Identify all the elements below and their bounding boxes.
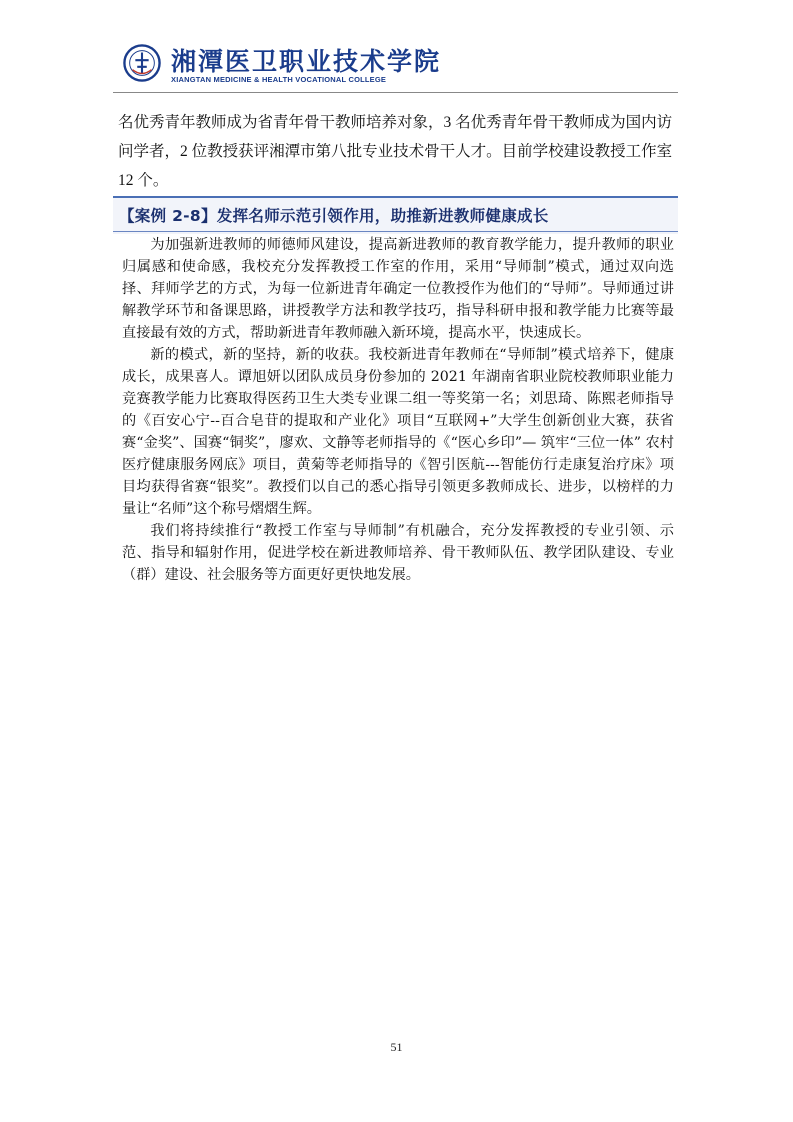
school-emblem-icon <box>123 44 161 82</box>
case-body <box>122 234 674 586</box>
case-paragraph-1: 为加强新进教师的师德师风建设，提高新进教师的教育教学能力，提升教师的职业归属感和使命感，我校充分发挥教授工作室的作用，采用“导师制”模式，通过双向选择、拜师学艺的方式，为每一位新进青年确定一位教授作为他们的“导师”。导师通过讲解教学环节和备课思路，讲授教学方法和教学技巧，指导科研申报和教学能力比赛等最直接最有效的方式，帮助新进青年教师融入新环境，提高水平，快速成长。 <box>122 237 674 341</box>
header-divider <box>113 92 678 93</box>
intro-paragraph: 名优秀青年教师成为省青年骨干教师培养对象，3 名优秀青年骨干教师成为国内访问学者，2 位教授获评湘潭市第八批专业技术骨干人才。目前学校建设教授工作室 12 个。 <box>118 114 673 189</box>
page-number: 51 <box>390 1040 403 1054</box>
school-name: 湘潭医卫职业技术学院 <box>171 47 442 76</box>
school-name-en: XIANGTAN MEDICINE & HEALTH VOCATIONAL COLLEGE <box>171 75 387 84</box>
case-title-box <box>113 196 678 234</box>
case-paragraph-2: 新的模式，新的坚持，新的收获。我校新进青年教师在“导师制”模式培养下，健康成长，成果喜人。谭旭妍以团队成员身份参加的 2021 年湖南省职业院校教师职业能力竞赛教学能力比赛取得医药卫生大类专业课二组一等奖第一名；刘思琦、陈熙老师指导的《百安心宁--百合皂苷的提取和产业化》项目“互联网+”大学生创新创业大赛，获省赛“金奖”、国赛“铜奖”，廖欢、文静等老师指导的《“医心乡印”— 筑牢“三位一体” 农村医疗健康服务网底》项目，黄菊等老师指导的《智引医航---智能仿行走康复治疗床》项目均获得省赛“银奖”。教授们以自己的悉心指导引领更多教师成长、进步，以榜样的力量让“名师”这个称号熠熠生辉。 <box>122 347 674 517</box>
case-title: 【案例 2-8】发挥名师示范引领作用，助推新进教师健康成长 <box>119 207 549 225</box>
case-divider <box>113 231 678 232</box>
page-header <box>113 40 678 90</box>
case-paragraph-3: 我们将持续推行“教授工作室与导师制”有机融合，充分发挥教授的专业引领、示范、指导和辐射作用，促进学校在新进教师培养、骨干教师队伍、教学团队建设、专业（群）建设、社会服务等方面更好更快地发展。 <box>122 523 674 583</box>
